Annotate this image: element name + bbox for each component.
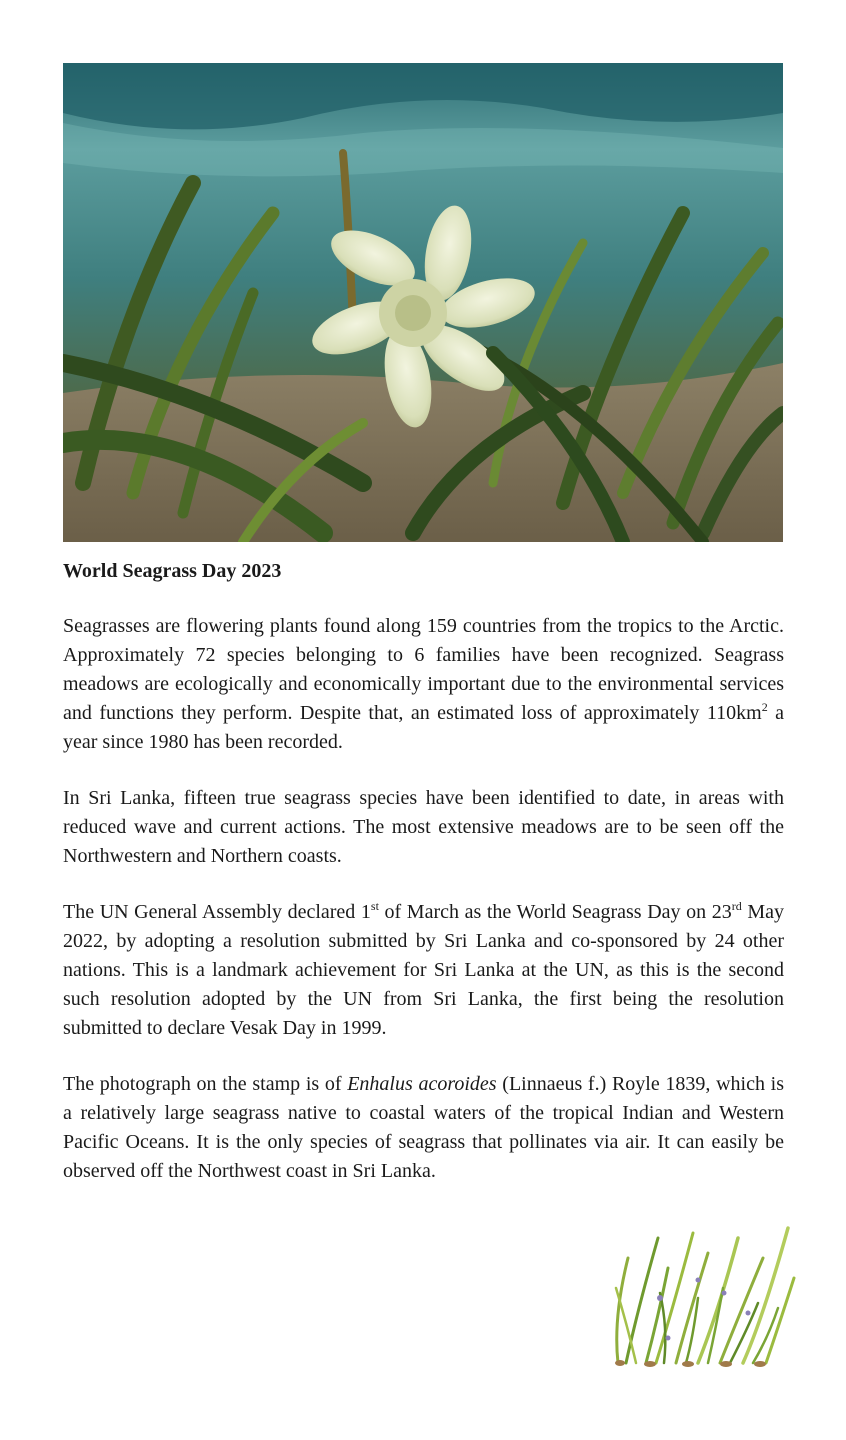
seagrass-illustration [598, 1218, 798, 1368]
paragraph-2: In Sri Lanka, fifteen true seagrass species have been identified to date, in areas with reduced wave and current actions. The most extensive meadows are to be seen off the Northwestern and Northern coasts. [63, 787, 784, 867]
paragraph-3 [63, 898, 784, 1043]
paragraph-1-tail: a year since 1980 has been recorded. [63, 702, 785, 753]
paragraph-1 [63, 612, 784, 757]
superscript-rd: rd [731, 899, 742, 913]
species-name: Enhalus acoroides [347, 1073, 497, 1095]
superscript-st: st [370, 899, 379, 913]
body-text [63, 612, 784, 1213]
paragraph-1-text: Seagrasses are flowering plants found along 159 countries from the tropics to the Arctic. Approximately 72 species belonging to 6 families have been recognized. Seagrass meadows are ecologically and economically important due to the environmental services and functions they perform. Despite that, an estimated loss of approximately 110km [63, 615, 784, 724]
seagrass-photo [63, 63, 783, 542]
paragraph-3-part3: May 2022, by adopting a resolution submitted by Sri Lanka and co-sponsored by 24 other nations. This is a landmark achievement for Sri Lanka at the UN, as this is the second such resolution adopted by the UN from Sri Lanka, the first being the resolution submitted to declare Vesak Day in 1999. [63, 901, 784, 1039]
page-title: World Seagrass Day 2023 [63, 560, 282, 582]
paragraph-4-pre: The photograph on the stamp is of [63, 1073, 348, 1095]
paragraph-3-part2: of March as the World Seagrass Day on 23 [378, 901, 732, 923]
paragraph-4-post: (Linnaeus f.) Royle 1839, which is a relatively large seagrass native to coastal waters of the tropical Indian and Western Pacific Oceans. It is the only species of seagrass that pollinates via air. It can easily be observed off the Northwest coast in Sri Lanka. [63, 1073, 784, 1182]
seagrass-drawing-icon [598, 1218, 798, 1368]
paragraph-3-part1: The UN General Assembly declared 1 [63, 901, 371, 923]
paragraph-4 [63, 1070, 784, 1186]
superscript-2: 2 [761, 700, 768, 714]
underwater-seagrass-image [63, 63, 783, 542]
